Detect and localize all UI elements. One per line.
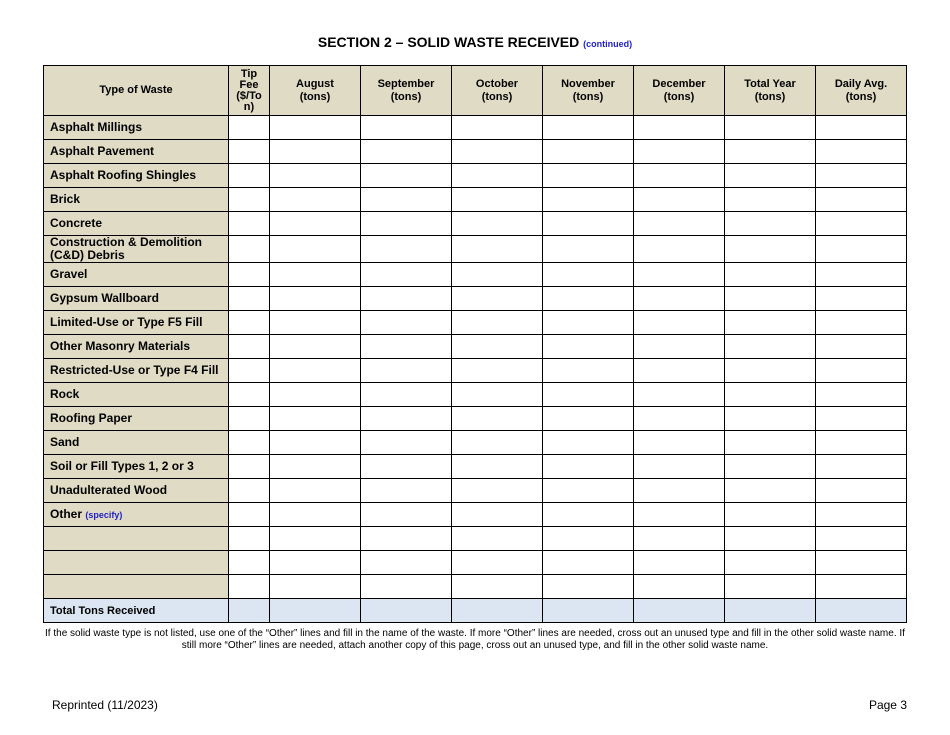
cell-september[interactable] [361, 287, 452, 311]
cell-november[interactable] [543, 503, 634, 527]
cell-daily-avg[interactable] [816, 236, 907, 263]
cell-total-year[interactable] [725, 551, 816, 575]
specify-label: (specify) [85, 509, 123, 520]
cell-tip-fee[interactable] [229, 116, 270, 140]
cell-total-year[interactable] [725, 479, 816, 503]
cell-total-year[interactable] [725, 503, 816, 527]
cell-tip-fee[interactable] [229, 335, 270, 359]
table-row [44, 431, 907, 455]
cell-tip-fee[interactable] [229, 407, 270, 431]
cell-august[interactable] [270, 503, 361, 527]
cell-daily-avg[interactable] [816, 551, 907, 575]
cell-daily-avg[interactable] [816, 383, 907, 407]
cell-october[interactable] [452, 503, 543, 527]
cell-daily-avg[interactable] [816, 455, 907, 479]
cell-september[interactable] [361, 383, 452, 407]
cell-daily-avg[interactable] [816, 188, 907, 212]
cell-november[interactable] [543, 335, 634, 359]
table-row [44, 383, 907, 407]
waste-type-label: Soil or Fill Types 1, 2 or 3 [44, 455, 229, 479]
total-cell-daily-avg[interactable] [816, 599, 907, 623]
waste-type-other [44, 503, 229, 527]
cell-october[interactable] [452, 407, 543, 431]
cell-september[interactable] [361, 551, 452, 575]
cell-august[interactable] [270, 527, 361, 551]
cell-october[interactable] [452, 479, 543, 503]
cell-october[interactable] [452, 383, 543, 407]
cell-october[interactable] [452, 236, 543, 263]
cell-december[interactable] [634, 527, 725, 551]
cell-december[interactable] [634, 311, 725, 335]
cell-december[interactable] [634, 455, 725, 479]
header-august: August (tons) [270, 66, 361, 116]
waste-type-label: Roofing Paper [44, 407, 229, 431]
table-row [44, 335, 907, 359]
header-daily-avg: Daily Avg. (tons) [816, 66, 907, 116]
header-tip-fee: Tip Fee ($/To n) [229, 66, 270, 116]
cell-total-year[interactable] [725, 140, 816, 164]
cell-september[interactable] [361, 164, 452, 188]
cell-december[interactable] [634, 263, 725, 287]
cell-september[interactable] [361, 311, 452, 335]
table-row [44, 188, 907, 212]
waste-type-write-in[interactable] [44, 575, 229, 599]
cell-december[interactable] [634, 551, 725, 575]
waste-type-label: Asphalt Pavement [44, 140, 229, 164]
cell-october[interactable] [452, 311, 543, 335]
table-row [44, 140, 907, 164]
page-title [0, 34, 950, 50]
cell-december[interactable] [634, 188, 725, 212]
cell-november[interactable] [543, 527, 634, 551]
cell-september[interactable] [361, 116, 452, 140]
cell-november[interactable] [543, 359, 634, 383]
cell-november[interactable] [543, 287, 634, 311]
cell-november[interactable] [543, 236, 634, 263]
cell-october[interactable] [452, 551, 543, 575]
total-cell-august[interactable] [270, 599, 361, 623]
total-cell-november[interactable] [543, 599, 634, 623]
cell-total-year[interactable] [725, 383, 816, 407]
cell-tip-fee[interactable] [229, 479, 270, 503]
total-tons-label: Total Tons Received [44, 599, 229, 623]
cell-november[interactable] [543, 311, 634, 335]
cell-tip-fee[interactable] [229, 164, 270, 188]
cell-october[interactable] [452, 164, 543, 188]
page-number: Page 3 [868, 698, 907, 712]
table-row [44, 116, 907, 140]
waste-type-label: Restricted-Use or Type F4 Fill [44, 359, 229, 383]
reprinted-date: Reprinted (11/2023) [52, 698, 158, 712]
waste-type-label: Asphalt Roofing Shingles [44, 164, 229, 188]
cell-august[interactable] [270, 575, 361, 599]
waste-type-label: Brick [44, 188, 229, 212]
cell-tip-fee[interactable] [229, 188, 270, 212]
waste-type-label: Sand [44, 431, 229, 455]
cell-december[interactable] [634, 359, 725, 383]
cell-august[interactable] [270, 455, 361, 479]
cell-daily-avg[interactable] [816, 287, 907, 311]
cell-daily-avg[interactable] [816, 527, 907, 551]
table-row [44, 263, 907, 287]
cell-total-year[interactable] [725, 359, 816, 383]
cell-total-year[interactable] [725, 263, 816, 287]
cell-daily-avg[interactable] [816, 212, 907, 236]
cell-tip-fee[interactable] [229, 455, 270, 479]
header-december: December (tons) [634, 66, 725, 116]
cell-november[interactable] [543, 383, 634, 407]
cell-tip-fee[interactable] [229, 359, 270, 383]
cell-november[interactable] [543, 479, 634, 503]
cell-daily-avg[interactable] [816, 431, 907, 455]
cell-december[interactable] [634, 212, 725, 236]
waste-type-label: Construction & Demolition (C&D) Debris [44, 236, 229, 263]
cell-october[interactable] [452, 116, 543, 140]
cell-december[interactable] [634, 479, 725, 503]
waste-type-label: Gypsum Wallboard [44, 287, 229, 311]
cell-august[interactable] [270, 164, 361, 188]
cell-december[interactable] [634, 287, 725, 311]
cell-tip-fee[interactable] [229, 140, 270, 164]
cell-august[interactable] [270, 551, 361, 575]
cell-tip-fee[interactable] [229, 287, 270, 311]
cell-total-year[interactable] [725, 116, 816, 140]
cell-total-year[interactable] [725, 212, 816, 236]
cell-tip-fee[interactable] [229, 431, 270, 455]
cell-august[interactable] [270, 188, 361, 212]
cell-october[interactable] [452, 188, 543, 212]
cell-september[interactable] [361, 188, 452, 212]
cell-daily-avg[interactable] [816, 479, 907, 503]
cell-october[interactable] [452, 431, 543, 455]
waste-type-label: Gravel [44, 263, 229, 287]
total-row [44, 599, 907, 623]
cell-october[interactable] [452, 527, 543, 551]
cell-total-year[interactable] [725, 236, 816, 263]
table-row [44, 455, 907, 479]
cell-december[interactable] [634, 236, 725, 263]
header-september: September (tons) [361, 66, 452, 116]
cell-december[interactable] [634, 407, 725, 431]
cell-september[interactable] [361, 431, 452, 455]
cell-august[interactable] [270, 140, 361, 164]
cell-november[interactable] [543, 455, 634, 479]
cell-daily-avg[interactable] [816, 311, 907, 335]
cell-november[interactable] [543, 212, 634, 236]
total-cell-october[interactable] [452, 599, 543, 623]
cell-total-year[interactable] [725, 164, 816, 188]
cell-august[interactable] [270, 479, 361, 503]
cell-august[interactable] [270, 263, 361, 287]
table-row [44, 164, 907, 188]
cell-november[interactable] [543, 407, 634, 431]
instructions-note: If the solid waste type is not listed, use one of the “Other” lines and fill in the name of the waste. If more “Other” lines are needed, cross out an unused type and fill in the other solid waste name. If still more “Other” lines are needed, attach another copy of this page, cross out an unused type, and fill in the other solid waste name. [45, 628, 905, 651]
cell-december[interactable] [634, 140, 725, 164]
table-row [44, 359, 907, 383]
table-row-blank [44, 575, 907, 599]
cell-august[interactable] [270, 335, 361, 359]
cell-daily-avg[interactable] [816, 359, 907, 383]
cell-august[interactable] [270, 311, 361, 335]
cell-september[interactable] [361, 236, 452, 263]
header-october: October (tons) [452, 66, 543, 116]
total-cell-september[interactable] [361, 599, 452, 623]
cell-total-year[interactable] [725, 188, 816, 212]
cell-daily-avg[interactable] [816, 407, 907, 431]
table-row-blank [44, 551, 907, 575]
cell-november[interactable] [543, 575, 634, 599]
other-label: Other [50, 506, 83, 521]
cell-november[interactable] [543, 188, 634, 212]
cell-december[interactable] [634, 116, 725, 140]
cell-september[interactable] [361, 527, 452, 551]
waste-type-label: Asphalt Millings [44, 116, 229, 140]
total-cell-tip-fee[interactable] [229, 599, 270, 623]
cell-tip-fee[interactable] [229, 551, 270, 575]
cell-december[interactable] [634, 503, 725, 527]
cell-september[interactable] [361, 212, 452, 236]
waste-type-write-in[interactable] [44, 551, 229, 575]
cell-tip-fee[interactable] [229, 383, 270, 407]
cell-daily-avg[interactable] [816, 140, 907, 164]
cell-october[interactable] [452, 287, 543, 311]
cell-september[interactable] [361, 575, 452, 599]
cell-october[interactable] [452, 575, 543, 599]
cell-october[interactable] [452, 455, 543, 479]
cell-tip-fee[interactable] [229, 236, 270, 263]
cell-august[interactable] [270, 407, 361, 431]
table-row [44, 212, 907, 236]
cell-october[interactable] [452, 140, 543, 164]
cell-tip-fee[interactable] [229, 311, 270, 335]
cell-october[interactable] [452, 212, 543, 236]
header-total-year: Total Year (tons) [725, 66, 816, 116]
cell-september[interactable] [361, 263, 452, 287]
cell-november[interactable] [543, 263, 634, 287]
waste-type-write-in[interactable] [44, 527, 229, 551]
cell-december[interactable] [634, 383, 725, 407]
solid-waste-table [43, 65, 907, 623]
table-row [44, 407, 907, 431]
table-row [44, 287, 907, 311]
total-cell-december[interactable] [634, 599, 725, 623]
cell-september[interactable] [361, 503, 452, 527]
table-row-other [44, 503, 907, 527]
cell-august[interactable] [270, 287, 361, 311]
cell-december[interactable] [634, 431, 725, 455]
header-november: November (tons) [543, 66, 634, 116]
cell-december[interactable] [634, 575, 725, 599]
cell-daily-avg[interactable] [816, 164, 907, 188]
cell-total-year[interactable] [725, 527, 816, 551]
cell-daily-avg[interactable] [816, 263, 907, 287]
table-row-blank [44, 527, 907, 551]
cell-total-year[interactable] [725, 575, 816, 599]
cell-november[interactable] [543, 164, 634, 188]
table-row [44, 479, 907, 503]
cell-daily-avg[interactable] [816, 575, 907, 599]
cell-august[interactable] [270, 359, 361, 383]
waste-type-label: Concrete [44, 212, 229, 236]
cell-september[interactable] [361, 140, 452, 164]
cell-october[interactable] [452, 335, 543, 359]
cell-tip-fee[interactable] [229, 503, 270, 527]
cell-september[interactable] [361, 455, 452, 479]
continued-label: (continued) [583, 39, 633, 49]
waste-type-label: Other Masonry Materials [44, 335, 229, 359]
cell-october[interactable] [452, 263, 543, 287]
cell-august[interactable] [270, 236, 361, 263]
cell-total-year[interactable] [725, 311, 816, 335]
header-type-of-waste: Type of Waste [44, 66, 229, 116]
cell-august[interactable] [270, 212, 361, 236]
waste-type-label: Limited-Use or Type F5 Fill [44, 311, 229, 335]
cell-november[interactable] [543, 431, 634, 455]
cell-daily-avg[interactable] [816, 503, 907, 527]
waste-type-label: Rock [44, 383, 229, 407]
cell-october[interactable] [452, 359, 543, 383]
cell-total-year[interactable] [725, 455, 816, 479]
cell-september[interactable] [361, 407, 452, 431]
cell-december[interactable] [634, 335, 725, 359]
cell-september[interactable] [361, 359, 452, 383]
cell-tip-fee[interactable] [229, 575, 270, 599]
cell-september[interactable] [361, 479, 452, 503]
cell-total-year[interactable] [725, 335, 816, 359]
cell-august[interactable] [270, 431, 361, 455]
cell-august[interactable] [270, 383, 361, 407]
cell-tip-fee[interactable] [229, 263, 270, 287]
cell-november[interactable] [543, 116, 634, 140]
cell-tip-fee[interactable] [229, 527, 270, 551]
header-row [44, 66, 907, 116]
cell-daily-avg[interactable] [816, 116, 907, 140]
table-row [44, 236, 907, 263]
cell-november[interactable] [543, 140, 634, 164]
section-title: SECTION 2 – SOLID WASTE RECEIVED [317, 34, 580, 50]
total-cell-total-year[interactable] [725, 599, 816, 623]
cell-daily-avg[interactable] [816, 335, 907, 359]
cell-august[interactable] [270, 116, 361, 140]
cell-total-year[interactable] [725, 431, 816, 455]
cell-november[interactable] [543, 551, 634, 575]
cell-tip-fee[interactable] [229, 212, 270, 236]
table-row [44, 311, 907, 335]
waste-type-label: Unadulterated Wood [44, 479, 229, 503]
cell-september[interactable] [361, 335, 452, 359]
cell-total-year[interactable] [725, 287, 816, 311]
cell-december[interactable] [634, 164, 725, 188]
cell-total-year[interactable] [725, 407, 816, 431]
